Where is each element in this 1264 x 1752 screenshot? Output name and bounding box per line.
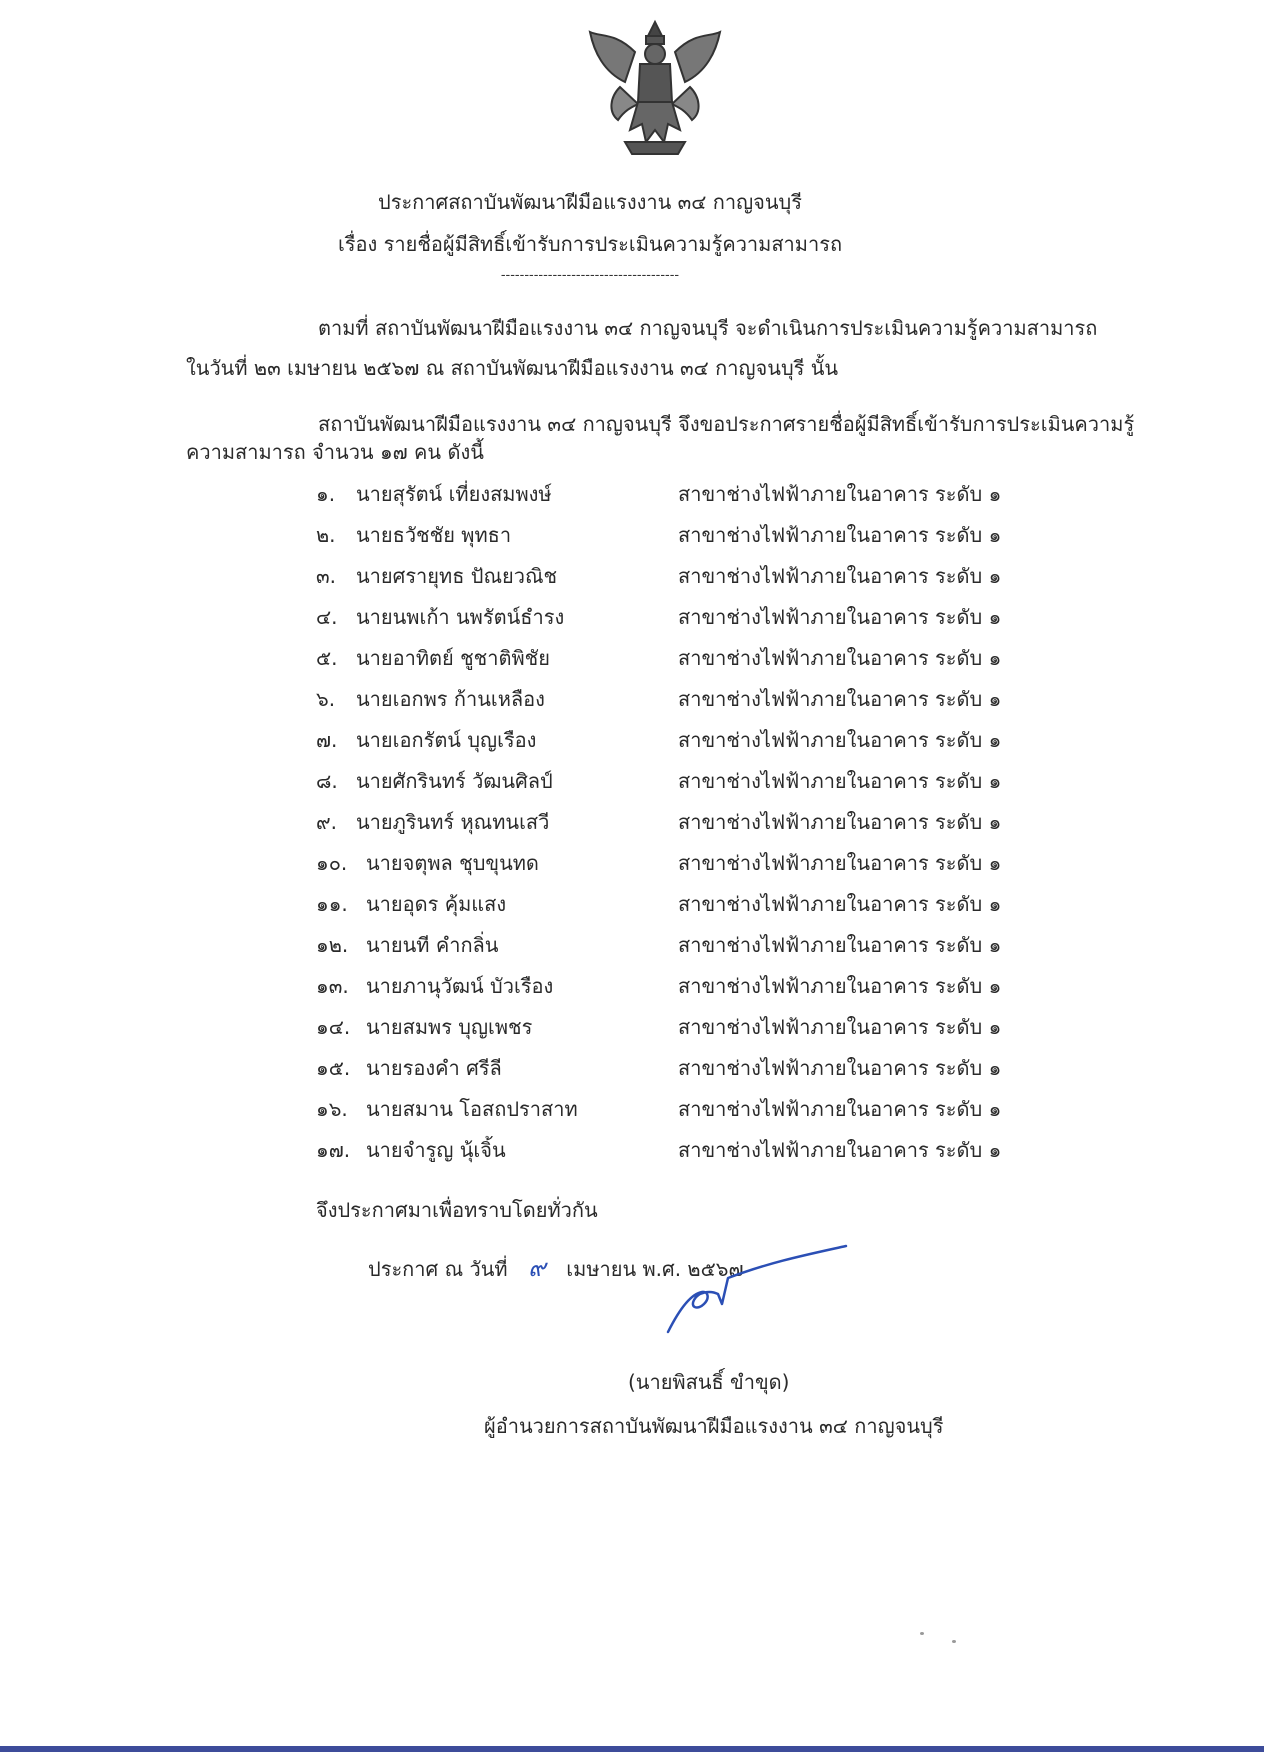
candidate-branch: สาขาช่างไฟฟ้าภายในอาคาร ระดับ ๑ [678,523,1002,547]
candidate-branch: สาขาช่างไฟฟ้าภายในอาคาร ระดับ ๑ [678,1056,1002,1080]
candidate-name: นายเอกรัตน์ บุญเรือง [356,728,537,752]
candidate-branch: สาขาช่างไฟฟ้าภายในอาคาร ระดับ ๑ [678,810,1002,834]
item-number: ๓. [316,564,337,588]
candidate-name: นายสุรัตน์ เที่ยงสมพงษ์ [356,482,552,506]
item-number: ๔. [316,605,338,629]
candidate-name: นายรองคำ ศรีลี [366,1056,502,1080]
candidate-branch: สาขาช่างไฟฟ้าภายในอาคาร ระดับ ๑ [678,851,1002,875]
item-number: ๑. [316,482,336,506]
garuda-emblem-icon [580,12,730,162]
candidate-branch: สาขาช่างไฟฟ้าภายในอาคาร ระดับ ๑ [678,646,1002,670]
item-number: ๑๔. [316,1015,351,1039]
scan-edge [0,1746,1264,1752]
candidate-name: นายศักรินทร์ วัฒนศิลป์ [356,769,553,793]
candidate-branch: สาขาช่างไฟฟ้าภายในอาคาร ระดับ ๑ [678,564,1002,588]
list-item [0,478,1264,518]
list-item [0,929,1264,969]
candidate-name: นายอุดร คุ้มแสง [366,892,507,916]
date-prefix: ประกาศ ณ วันที่ [368,1257,508,1281]
list-item [0,806,1264,846]
candidate-name: นายศรายุทธ ปัณยวณิช [356,564,558,588]
list-item [0,970,1264,1010]
closing-statement: จึงประกาศมาเพื่อทราบโดยทั่วกัน [316,1198,598,1222]
candidate-branch: สาขาช่างไฟฟ้าภายในอาคาร ระดับ ๑ [678,1138,1002,1162]
list-item [0,1052,1264,1092]
paragraph-1-line-2: ในวันที่ ๒๓ เมษายน ๒๕๖๗ ณ สถาบันพัฒนาฝีมือแรงงาน ๓๔ กาญจนบุรี นั้น [186,356,839,380]
item-number: ๑๕. [316,1056,351,1080]
item-number: ๑๐. [316,851,348,875]
candidate-branch: สาขาช่างไฟฟ้าภายในอาคาร ระดับ ๑ [678,933,1002,957]
divider: -------------------------------------- [500,268,680,283]
candidate-name: นายสมพร บุญเพชร [366,1015,533,1039]
paragraph-1-line-1: ตามที่ สถาบันพัฒนาฝีมือแรงงาน ๓๔ กาญจนบุรี จะดำเนินการประเมินความรู้ความสามารถ [318,316,1098,340]
candidate-branch: สาขาช่างไฟฟ้าภายในอาคาร ระดับ ๑ [678,482,1002,506]
candidate-name: นายจำรูญ นุ้เจิ้น [366,1138,506,1162]
handwritten-day: ๙ [528,1254,546,1282]
item-number: ๑๓. [316,974,349,998]
signature-icon [660,1232,850,1342]
item-number: ๕. [316,646,338,670]
scan-speck [952,1640,956,1643]
item-number: ๑๑. [316,892,348,916]
candidate-branch: สาขาช่างไฟฟ้าภายในอาคาร ระดับ ๑ [678,1097,1002,1121]
list-item [0,1011,1264,1051]
candidate-branch: สาขาช่างไฟฟ้าภายในอาคาร ระดับ ๑ [678,687,1002,711]
list-item [0,560,1264,600]
candidate-name: นายอาทิตย์ ชูชาติพิชัย [356,646,550,670]
paragraph-2-line-1: สถาบันพัฒนาฝีมือแรงงาน ๓๔ กาญจนบุรี จึงขอประกาศรายชื่อผู้มีสิทธิ์เข้ารับการประเมินความรู้ [318,412,1135,436]
list-item [0,519,1264,559]
candidate-branch: สาขาช่างไฟฟ้าภายในอาคาร ระดับ ๑ [678,728,1002,752]
date-suffix: เมษายน พ.ศ. ๒๕๖๗ [566,1257,744,1281]
list-item [0,601,1264,641]
candidate-branch: สาขาช่างไฟฟ้าภายในอาคาร ระดับ ๑ [678,1015,1002,1039]
candidate-branch: สาขาช่างไฟฟ้าภายในอาคาร ระดับ ๑ [678,892,1002,916]
candidate-name: นายจตุพล ชุบขุนทด [366,851,539,875]
candidate-branch: สาขาช่างไฟฟ้าภายในอาคาร ระดับ ๑ [678,769,1002,793]
item-number: ๒. [316,523,336,547]
item-number: ๙. [316,810,338,834]
item-number: ๖. [316,687,336,711]
paragraph-2-line-2: ความสามารถ จำนวน ๑๗ คน ดังนี้ [186,440,484,464]
list-item [0,1134,1264,1174]
candidate-name: นายนที คำกลิ่น [366,933,499,957]
candidate-branch: สาขาช่างไฟฟ้าภายในอาคาร ระดับ ๑ [678,605,1002,629]
item-number: ๑๒. [316,933,349,957]
item-number: ๑๗. [316,1138,351,1162]
signer-name: (นายพิสนธิ์ ขำขุด) [628,1370,790,1394]
signer-title: ผู้อำนวยการสถาบันพัฒนาฝีมือแรงงาน ๓๔ กาญจนบุรี [484,1414,944,1438]
candidate-name: นายภานุวัฒน์ บัวเรือง [366,974,554,998]
list-item [0,1093,1264,1133]
list-item [0,765,1264,805]
candidate-name: นายนพเก้า นพรัตน์ธำรง [356,605,565,629]
announcement-title: ประกาศสถาบันพัฒนาฝีมือแรงงาน ๓๔ กาญจนบุรี [378,190,802,214]
scan-speck [920,1632,924,1635]
candidate-name: นายภูรินทร์ หุณทนเสวี [356,810,550,834]
item-number: ๑๖. [316,1097,348,1121]
candidate-name: นายเอกพร ก้านเหลือง [356,687,545,711]
item-number: ๗. [316,728,338,752]
list-item [0,642,1264,682]
list-item [0,847,1264,887]
item-number: ๘. [316,769,338,793]
list-item [0,724,1264,764]
list-item [0,683,1264,723]
list-item [0,888,1264,928]
candidate-branch: สาขาช่างไฟฟ้าภายในอาคาร ระดับ ๑ [678,974,1002,998]
announcement-subject: เรื่อง รายชื่อผู้มีสิทธิ์เข้ารับการประเมินความรู้ความสามารถ [337,232,843,256]
candidate-name: นายสมาน โอสถปราสาท [366,1097,578,1121]
candidate-name: นายธวัชชัย พุทธา [356,523,512,547]
